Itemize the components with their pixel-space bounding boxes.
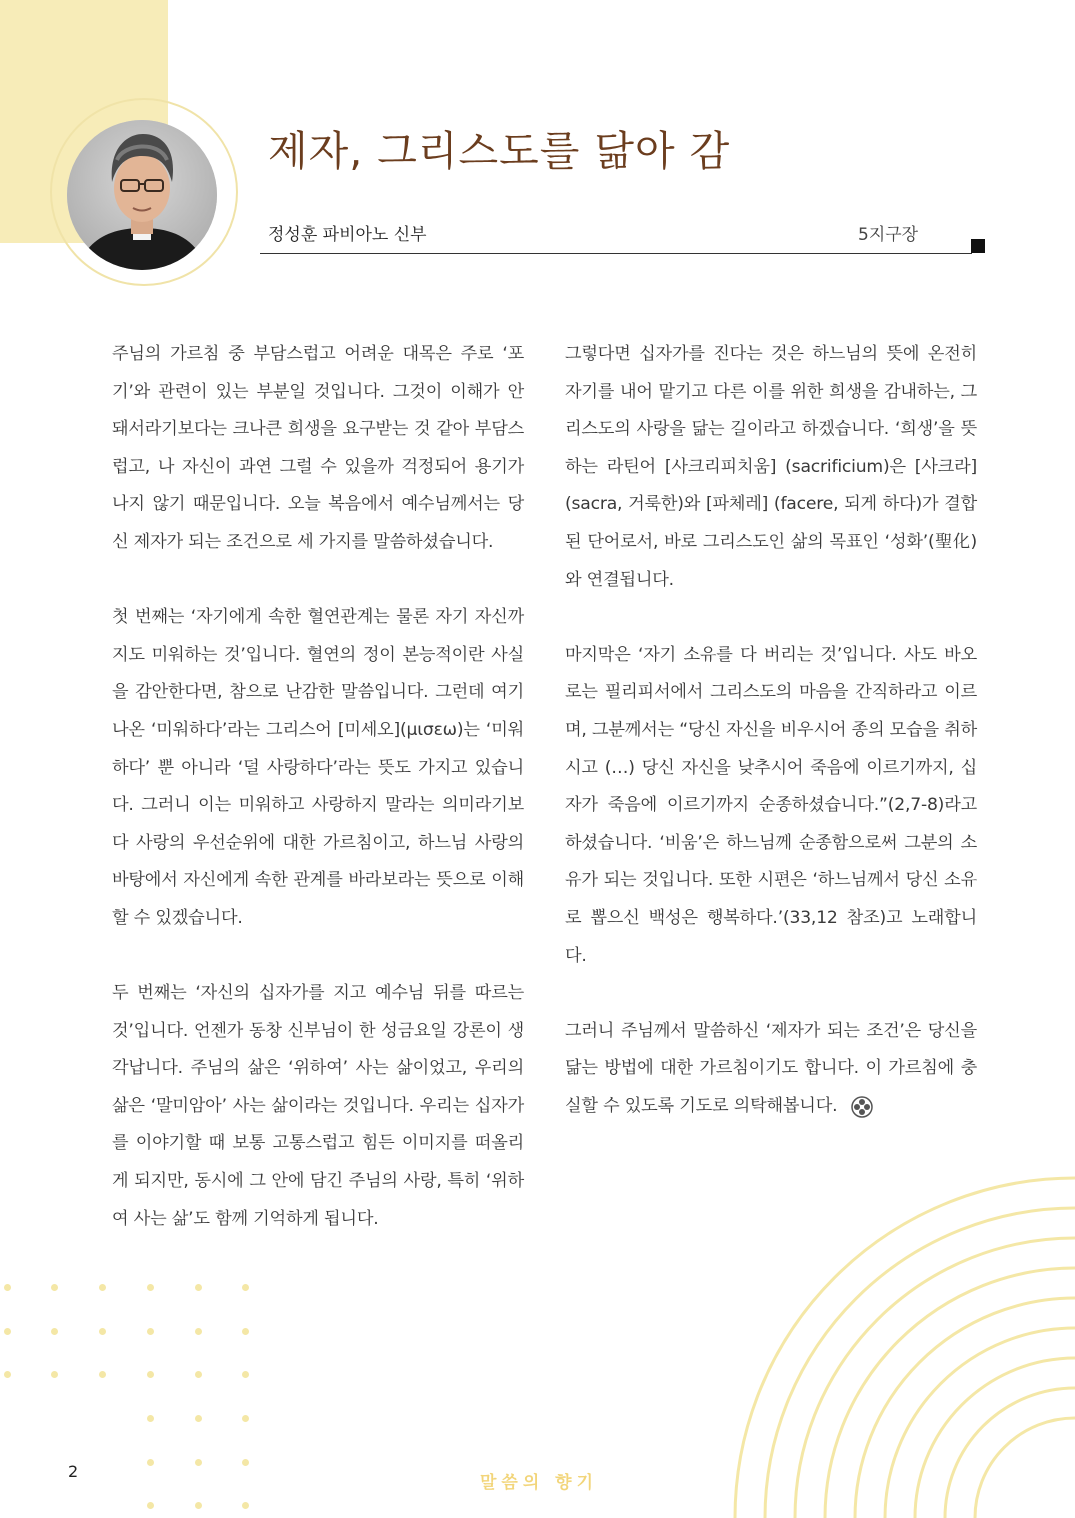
article-column-left [112, 336, 524, 1276]
author-affiliation: 5지구장 [858, 225, 919, 245]
paragraph: 첫 번째는 ‘자기에게 속한 혈연관계는 물론 자기 자신까지도 미워하는 것’입니다. 혈연의 정이 본능적이란 사실을 감안한다면, 참으로 난감한 말씀입니다. 그런데 여기 나온 ‘미워하다’라는 그리스어 [미세오](μισεω)는 ‘미워하다’ 뿐 아니라 ‘덜 사랑하다’라는 뜻도 가지고 있습니다. 그러니 이는 미워하고 사랑하지 말라는 의미라기보다 사랑의 우선순위에 대한 가르침이고, 하느님 사랑의 바탕에서 자신에게 속한 관계를 바라보라는 뜻으로 이해할 수 있겠습니다. [112, 607, 524, 928]
paragraph-text: 그러니 주님께서 말씀하신 ‘제자가 되는 조건’은 당신을 닮는 방법에 대한 가르침이기도 합니다. 이 가르침에 충실할 수 있도록 기도로 의탁해봅니다. [565, 1020, 977, 1116]
paragraph: 마지막은 ‘자기 소유를 다 버리는 것’입니다. 사도 바오로는 필리피서에서 그리스도의 마음을 간직하라고 이르며, 그분께서는 “당신 자신을 비우시어 종의 모습을 취하시고 (…) 당신 자신을 낮추시어 죽음에 이르기까지, 십자가 죽음에 이르기까지 순종하셨습니다.”(2,7-8)라고 하셨습니다. ‘비움’은 하느님께 순종함으로써 그분의 소유가 되는 것입니다. 또한 시편은 ‘하느님께서 당신 소유로 뽑으신 백성은 행복하다.’(33,12 참조)고 노래합니다. [565, 644, 977, 966]
article-column-right [565, 336, 977, 1163]
divider-end-square [971, 239, 985, 253]
paragraph: 그렇다면 십자가를 진다는 것은 하느님의 뜻에 온전히 자기를 내어 맡기고 다른 이를 위한 희생을 감내하는, 그리스도의 사랑을 닮는 길이라고 하겠습니다. ‘희생’을 뜻하는 라틴어 [사크리피치움] (sacrificium)은 [사크라] (sacra, 거룩한)와 [파체레] (facere, 되게 하다)가 결합된 단어로서, 바로 그리스도인 삶의 목표인 ‘성화’(聖化)와 연결됩니다. [565, 344, 977, 590]
flower-ornament-icon [851, 1095, 873, 1117]
header-divider [260, 253, 972, 254]
paragraph: 두 번째는 ‘자신의 십자가를 지고 예수님 뒤를 따르는 것’입니다. 언젠가 동창 신부님이 한 성금요일 강론이 생각납니다. 주님의 삶은 ‘위하여’ 사는 삶이었고, 우리의 삶은 ‘말미암아’ 사는 삶이라는 것입니다. 우리는 십자가를 이야기할 때 보통 고통스럽고 힘든 이미지를 떠올리게 되지만, 동시에 그 안에 담긴 주님의 사랑, 특히 ‘위하여 사는 삶’도 함께 기억하게 됩니다. [112, 983, 524, 1229]
page-number: 2 [68, 1462, 79, 1481]
paragraph: 주님의 가르침 중 부담스럽고 어려운 대목은 주로 ‘포기’와 관련이 있는 부분일 것입니다. 그것이 이해가 안 돼서라기보다는 크나큰 희생을 요구받는 것 같아 부담스럽고, 나 자신이 과연 그럴 수 있을까 걱정되어 용기가 나지 않기 때문입니다. 오늘 복음에서 예수님께서는 당신 제자가 되는 조건으로 세 가지를 말씀하셨습니다. [112, 344, 524, 552]
decorative-arcs [700, 1160, 1075, 1518]
section-name: 말씀의 향기 [480, 1473, 599, 1493]
article-title: 제자, 그리스도를 닮아 감 [268, 127, 731, 175]
author-name: 정성훈 파비아노 신부 [268, 225, 427, 245]
author-portrait [67, 120, 217, 270]
paragraph-final [565, 1013, 977, 1126]
